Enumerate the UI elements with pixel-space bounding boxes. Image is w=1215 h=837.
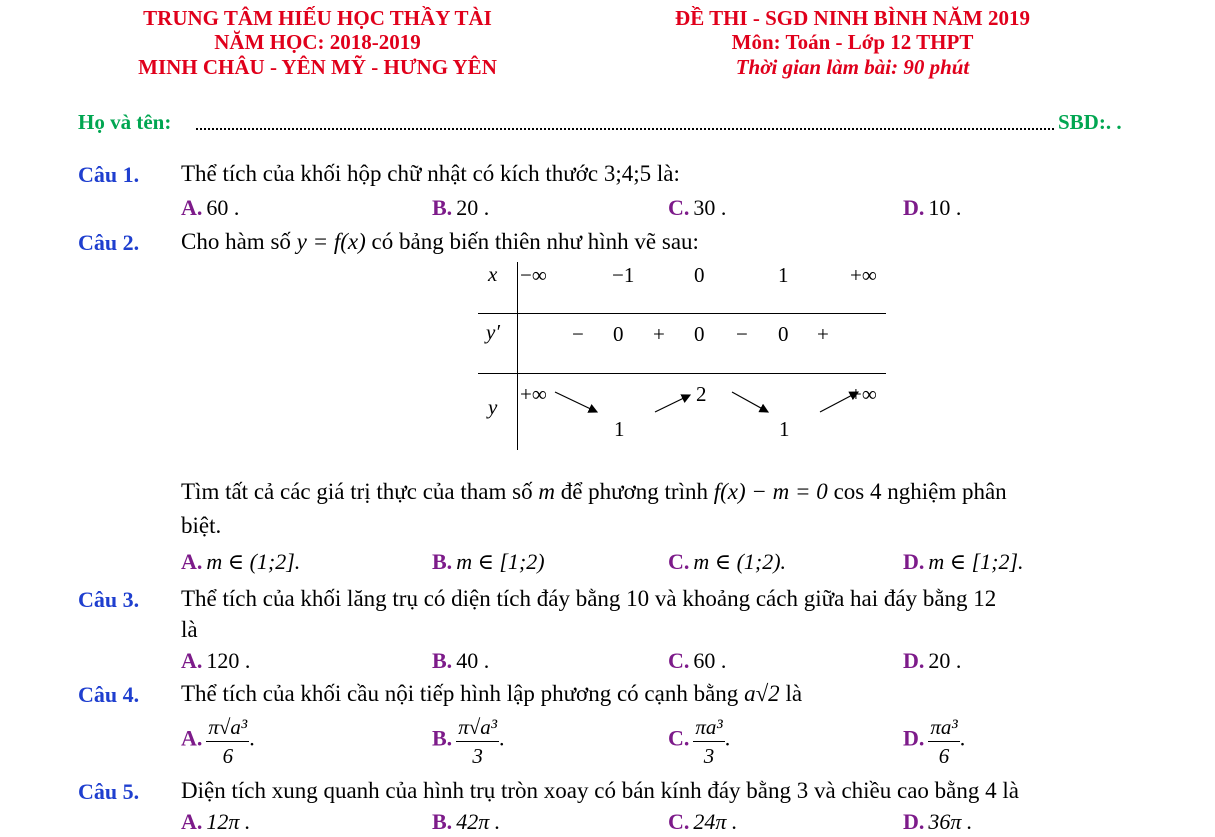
q2-option-d[interactable]: D. m ∈ [1;2].: [903, 549, 1024, 574]
q4-option-a[interactable]: A. $\frac{\text{π√a³}}{6}$ .: [181, 715, 255, 768]
q3-label: Câu 3.: [78, 587, 140, 612]
table-vertical-line: [517, 262, 518, 450]
q4-option-b[interactable]: B. $\frac{\text{π√a³}}{3}$ .: [432, 715, 505, 768]
table-y-value: 1: [614, 417, 625, 441]
exam-subject: Môn: Toán - Lớp 12 THPT: [731, 30, 974, 54]
table-yp-value: 0: [778, 322, 789, 346]
q2-text: Cho hàm số y = f(x) có bảng biến thiên như hình vẽ sau:: [181, 229, 699, 254]
table-x-value: +∞: [850, 263, 877, 287]
q4-option-c[interactable]: C. $\frac{\text{πa³}}{3}$ .: [668, 715, 731, 768]
arrow-up-icon: [655, 395, 690, 412]
table-y-value: +∞: [850, 382, 877, 406]
table-yp-label: y′: [486, 320, 500, 344]
q5-option-b[interactable]: B. 42π .: [432, 809, 501, 834]
table-hline-1: [478, 313, 886, 314]
q1-option-a[interactable]: A. 60 .: [181, 195, 240, 220]
table-y-value: 1: [779, 417, 790, 441]
table-x-value: 1: [778, 263, 789, 287]
table-yp-value: −: [736, 322, 748, 346]
q1-option-c[interactable]: C. 30 .: [668, 195, 727, 220]
table-x-value: −1: [612, 263, 635, 287]
q2-label: Câu 2.: [78, 230, 140, 255]
table-arrows: [540, 380, 890, 430]
table-y-label: y: [488, 395, 498, 419]
q5-option-a[interactable]: A. 12π .: [181, 809, 251, 834]
q3-text-cont: là: [181, 617, 198, 642]
q1-option-b[interactable]: B. 20 .: [432, 195, 490, 220]
q1-option-d[interactable]: D. 10 .: [903, 195, 962, 220]
q3-option-d[interactable]: D. 20 .: [903, 648, 962, 673]
q3-option-a[interactable]: A. 120 .: [181, 648, 251, 673]
school-address: MINH CHÂU - YÊN MỸ - HƯNG YÊN: [138, 55, 497, 79]
q3-option-b[interactable]: B. 40 .: [432, 648, 490, 673]
q2-option-c[interactable]: C. m ∈ (1;2).: [668, 549, 787, 574]
name-dotted-line: [196, 128, 1054, 130]
q4-option-d[interactable]: D. $\frac{\text{πa³}}{6}$ .: [903, 715, 966, 768]
table-x-label: x: [488, 262, 498, 286]
table-y-value: 2: [696, 382, 707, 406]
table-yp-value: +: [653, 322, 665, 346]
table-hline-2: [478, 373, 886, 374]
q3-option-c[interactable]: C. 60 .: [668, 648, 727, 673]
q2-question-line1: Tìm tất cả các giá trị thực của tham số m để phương trình f(x) − m = 0 cos 4 nghiệm phân: [181, 479, 1007, 504]
arrow-down-icon: [732, 392, 768, 412]
q2-question-line2: biệt.: [181, 513, 222, 538]
q5-option-c[interactable]: C. 24π .: [668, 809, 738, 834]
q2-option-b[interactable]: B. m ∈ [1;2): [432, 549, 545, 574]
exam-title: ĐỀ THI - SGD NINH BÌNH NĂM 2019: [675, 6, 1030, 30]
q4-label: Câu 4.: [78, 682, 140, 707]
school-year: NĂM HỌC: 2018-2019: [214, 30, 421, 54]
arrow-up-icon: [820, 392, 858, 412]
arrow-down-icon: [555, 392, 597, 412]
sbd-label: SBD:. .: [1058, 110, 1122, 134]
name-label: Họ và tên:: [78, 110, 172, 134]
q1-label: Câu 1.: [78, 162, 140, 187]
q5-option-d[interactable]: D. 36π .: [903, 809, 973, 834]
q2-option-a[interactable]: A. m ∈ (1;2].: [181, 549, 301, 574]
table-yp-value: 0: [694, 322, 705, 346]
q1-text: Thể tích của khối hộp chữ nhật có kích thước 3;4;5 là:: [181, 161, 680, 186]
school-name: TRUNG TÂM HIẾU HỌC THẦY TÀI: [143, 6, 492, 30]
table-y-value: +∞: [520, 382, 547, 406]
table-yp-value: −: [572, 322, 584, 346]
q3-text: Thể tích của khối lăng trụ có diện tích đáy bằng 10 và khoảng cách giữa hai đáy bằng 12: [181, 586, 997, 611]
table-x-value: 0: [694, 263, 705, 287]
q4-text: Thể tích của khối cầu nội tiếp hình lập phương có cạnh bằng a√2 là: [181, 681, 803, 706]
q5-text: Diện tích xung quanh của hình trụ tròn xoay có bán kính đáy bằng 3 và chiều cao bằng 4 là: [181, 778, 1019, 803]
table-x-value: −∞: [520, 263, 547, 287]
table-yp-value: +: [817, 322, 829, 346]
table-yp-value: 0: [613, 322, 624, 346]
q5-label: Câu 5.: [78, 779, 140, 804]
exam-time: Thời gian làm bài: 90 phút: [735, 55, 970, 79]
